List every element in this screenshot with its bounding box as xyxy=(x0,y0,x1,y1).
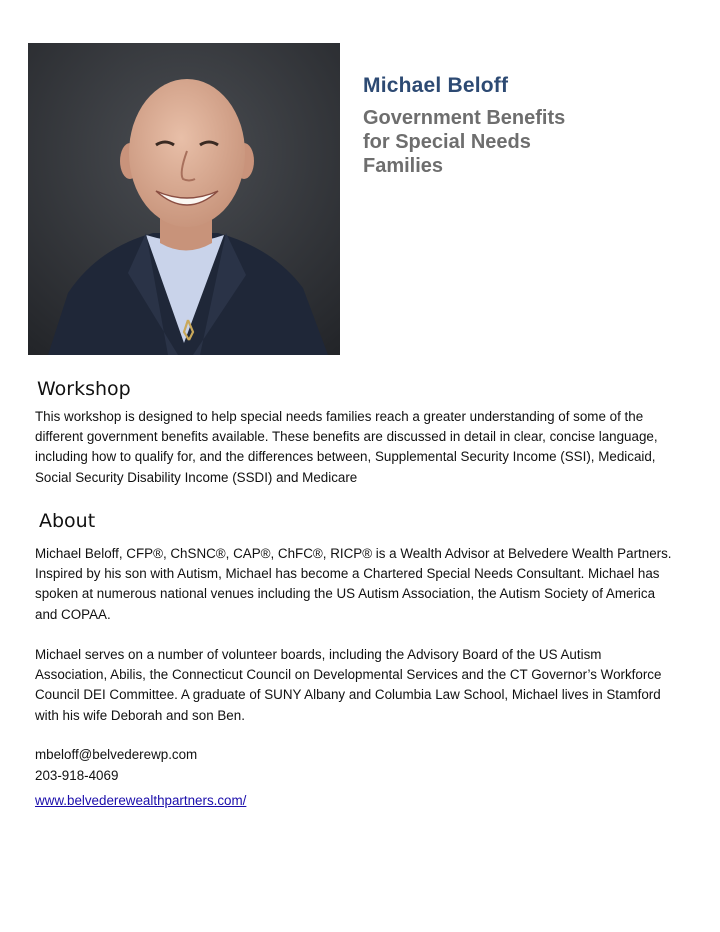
about-paragraph-2: Michael serves on a number of volunteer boards, including the Advisory Board of the US Autism Association, Abilis, the Connecticut Council on Developmental Services and the CT Governor’s Workforce Council DEI Committee. A graduate of SUNY Albany and Columbia Law School, Michael lives in Stamford with his wife Deborah and son Ben. xyxy=(35,647,662,723)
title-line: Government Benefits xyxy=(363,107,566,129)
contact-info xyxy=(35,745,246,812)
headshot-illustration xyxy=(28,43,340,355)
title-block xyxy=(363,74,565,178)
headshot-photo xyxy=(28,43,340,355)
phone-number: 203-918-4069 xyxy=(35,767,119,783)
website-link[interactable]: www.belvederewealthpartners.com/ xyxy=(35,793,247,808)
email-address[interactable]: mbeloff@belvederewp.com xyxy=(35,747,198,762)
presenter-name: Michael Beloff xyxy=(363,74,509,97)
workshop-heading: Workshop xyxy=(37,378,131,400)
workshop-description: This workshop is designed to help special needs families reach a greater understanding of some of the different government benefits available. These benefits are discussed in detail in clear, concise language, including how to qualify for, and the differences between, Supplemental Security Income (SSI), Medicaid, Social Security Disability Income (SSDI) and Medicare xyxy=(35,409,658,485)
title-line: Families xyxy=(363,155,444,177)
presentation-title xyxy=(363,106,565,178)
about-paragraph-1: Michael Beloff, CFP®, ChSNC®, CAP®, ChFC®, RICP® is a Wealth Advisor at Belvedere Wealth Partners. Inspired by his son with Autism, Michael has become a Chartered Special Needs Consultant. Michael has spoken at numerous national venues including the US Autism Association, the Autism Society of America and COPAA. xyxy=(35,546,672,622)
title-line: for Special Needs xyxy=(363,131,531,153)
about-heading: About xyxy=(39,510,96,532)
